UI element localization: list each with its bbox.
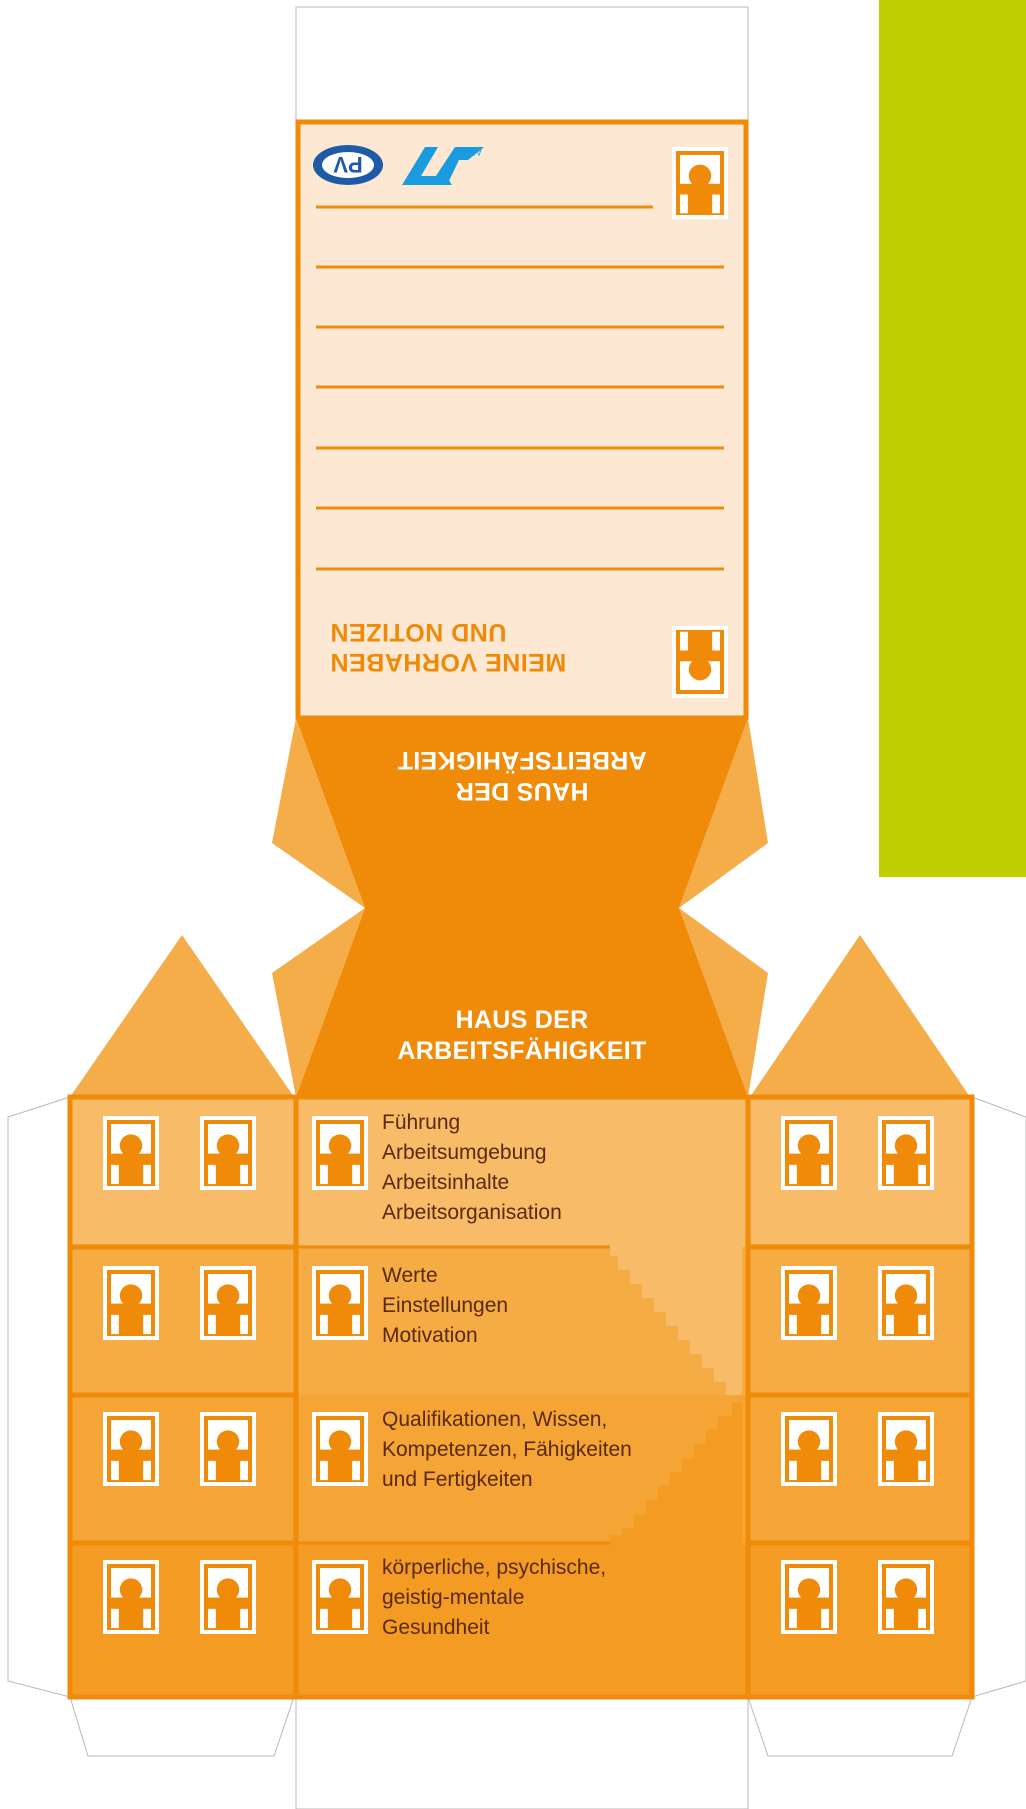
right-gable	[750, 935, 970, 1097]
floor-line: Werte	[382, 1264, 438, 1287]
window-icon	[672, 626, 728, 698]
svg-text:AUVA: AUVA	[458, 147, 482, 157]
window-icon	[672, 147, 728, 219]
floor-line: Qualifikationen, Wissen,	[382, 1408, 608, 1431]
window-icon	[878, 1412, 934, 1486]
floor-line: Einstellungen	[382, 1294, 509, 1317]
window-icon	[878, 1116, 934, 1190]
floor-line: Arbeitsinhalte	[382, 1171, 510, 1194]
window-icon	[200, 1116, 256, 1190]
window-icon	[103, 1116, 159, 1190]
floor-3-text	[382, 1261, 712, 1351]
window-icon	[781, 1560, 837, 1634]
window-icon	[312, 1560, 368, 1634]
window-icon	[781, 1412, 837, 1486]
floor-line: Arbeitsumgebung	[382, 1141, 547, 1164]
floor-line: Führung	[382, 1111, 461, 1134]
floor-line: Arbeitsorganisation	[382, 1201, 562, 1224]
notes-heading-line-1: MEINE VORHABEN	[330, 648, 567, 676]
floor-line: körperliche, psychische,	[382, 1556, 607, 1579]
notes-heading	[330, 617, 656, 677]
notes-heading-line-2: UND NOTIZEN	[330, 618, 507, 646]
floor-2-text	[382, 1405, 712, 1495]
window-icon	[103, 1560, 159, 1634]
floor-line: Gesundheit	[382, 1616, 490, 1639]
floor-line: geistig-mentale	[382, 1586, 525, 1609]
window-icon	[312, 1412, 368, 1486]
window-icon	[200, 1266, 256, 1340]
window-icon	[200, 1412, 256, 1486]
center-bottom-flap	[296, 1697, 748, 1809]
top-glue-tab	[296, 7, 748, 122]
lime-side-bar	[879, 0, 1026, 877]
pv-logo	[313, 145, 383, 185]
window-icon	[200, 1560, 256, 1634]
window-icon	[781, 1116, 837, 1190]
floor-line: und Fertigkeiten	[382, 1468, 533, 1491]
house-title-flip-line-1: HAUS DER	[455, 777, 589, 805]
window-icon	[312, 1266, 368, 1340]
floor-1-text	[382, 1553, 712, 1643]
floor-line: Kompetenzen, Fähigkeiten	[382, 1438, 632, 1461]
floor-line: Motivation	[382, 1324, 478, 1347]
window-icon	[878, 1266, 934, 1340]
right-side-flap	[972, 1097, 1026, 1697]
floor-4-text	[382, 1108, 712, 1228]
house-title-upside-down	[296, 744, 748, 806]
right-bottom-flap	[748, 1697, 972, 1756]
house-title-flip-line-2: ARBEITSFÄHIGKEIT	[397, 746, 647, 774]
window-icon	[878, 1560, 934, 1634]
left-side-flap	[8, 1097, 70, 1697]
window-icon	[312, 1116, 368, 1190]
house-title-line-1: HAUS DER	[455, 1006, 589, 1034]
window-icon	[103, 1266, 159, 1340]
left-gable	[70, 935, 294, 1097]
window-icon	[103, 1412, 159, 1486]
svg-text:PV: PV	[333, 152, 363, 177]
house-title-line-2: ARBEITSFÄHIGKEIT	[397, 1037, 647, 1065]
left-bottom-flap	[70, 1697, 294, 1756]
window-icon	[781, 1266, 837, 1340]
house-title	[296, 1005, 748, 1067]
